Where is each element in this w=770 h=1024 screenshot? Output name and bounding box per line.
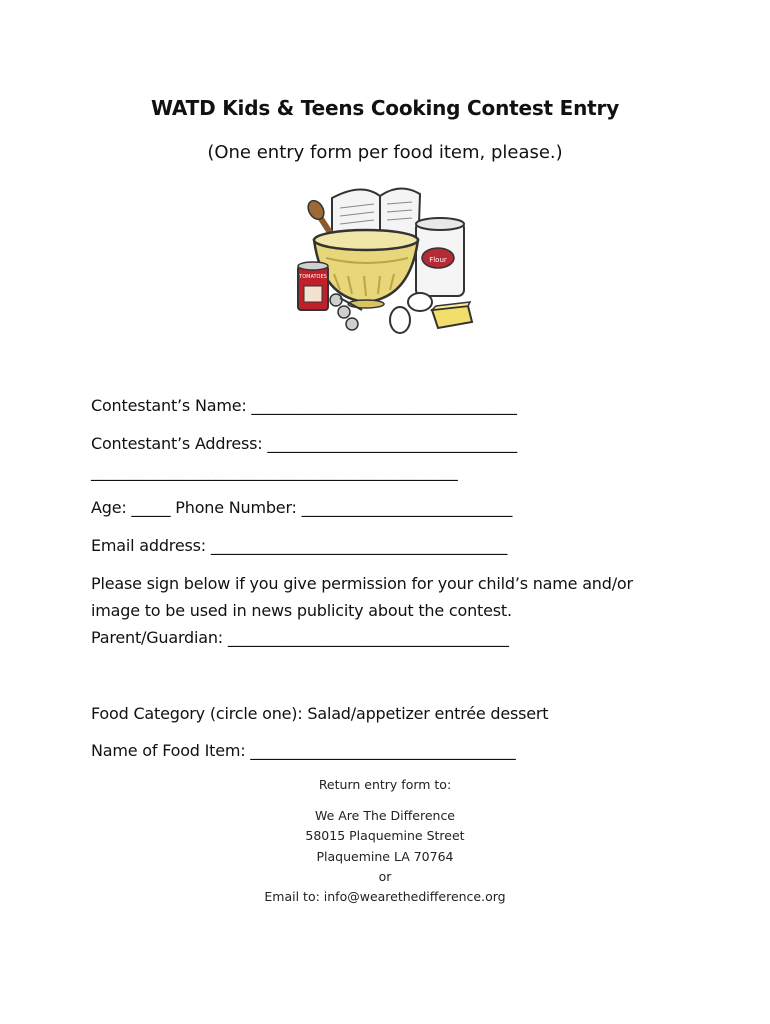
eggs-icon	[390, 293, 432, 333]
permission-text-line2: image to be used in news publicity about the contest.	[91, 601, 512, 620]
food-category-options[interactable]: Food Category (circle one): Salad/appetizer entrée dessert	[91, 704, 549, 723]
return-org-name: We Are The Difference	[314, 808, 456, 823]
return-street: 58015 Plaquemine Street	[305, 828, 465, 843]
return-email[interactable]: Email to: info@wearethedifference.org	[264, 889, 506, 904]
butter-icon	[432, 302, 472, 328]
cooking-supplies-icon	[292, 178, 478, 338]
return-heading: Return entry form to:	[318, 777, 452, 792]
flour-label: Flour	[429, 256, 447, 264]
mixing-bowl-icon	[314, 230, 418, 308]
contestant-address-continued-field[interactable]: _______________________________________________	[91, 462, 458, 481]
contestant-name-field[interactable]: Contestant’s Name: __________________________________	[91, 396, 517, 415]
parent-guardian-signature-field[interactable]: Parent/Guardian: ____________________________________	[91, 628, 509, 647]
return-or: or	[378, 869, 392, 884]
can-label: TOMATOES	[299, 274, 327, 280]
age-phone-field[interactable]: Age: _____ Phone Number: ___________________________	[91, 498, 513, 517]
return-city: Plaquemine LA 70764	[316, 849, 454, 864]
form-subtitle: (One entry form per food item, please.)	[207, 142, 563, 163]
tomato-can-icon	[298, 262, 328, 310]
permission-text-line1: Please sign below if you give permission for your child’s name and/or	[91, 574, 633, 593]
food-item-name-field[interactable]: Name of Food Item: __________________________________	[91, 741, 516, 760]
email-field[interactable]: Email address: ______________________________________	[91, 536, 508, 555]
flour-bag-icon	[416, 218, 464, 296]
form-title: WATD Kids & Teens Cooking Contest Entry	[150, 96, 620, 120]
contestant-address-field[interactable]: Contestant’s Address: ________________________________	[91, 434, 517, 453]
